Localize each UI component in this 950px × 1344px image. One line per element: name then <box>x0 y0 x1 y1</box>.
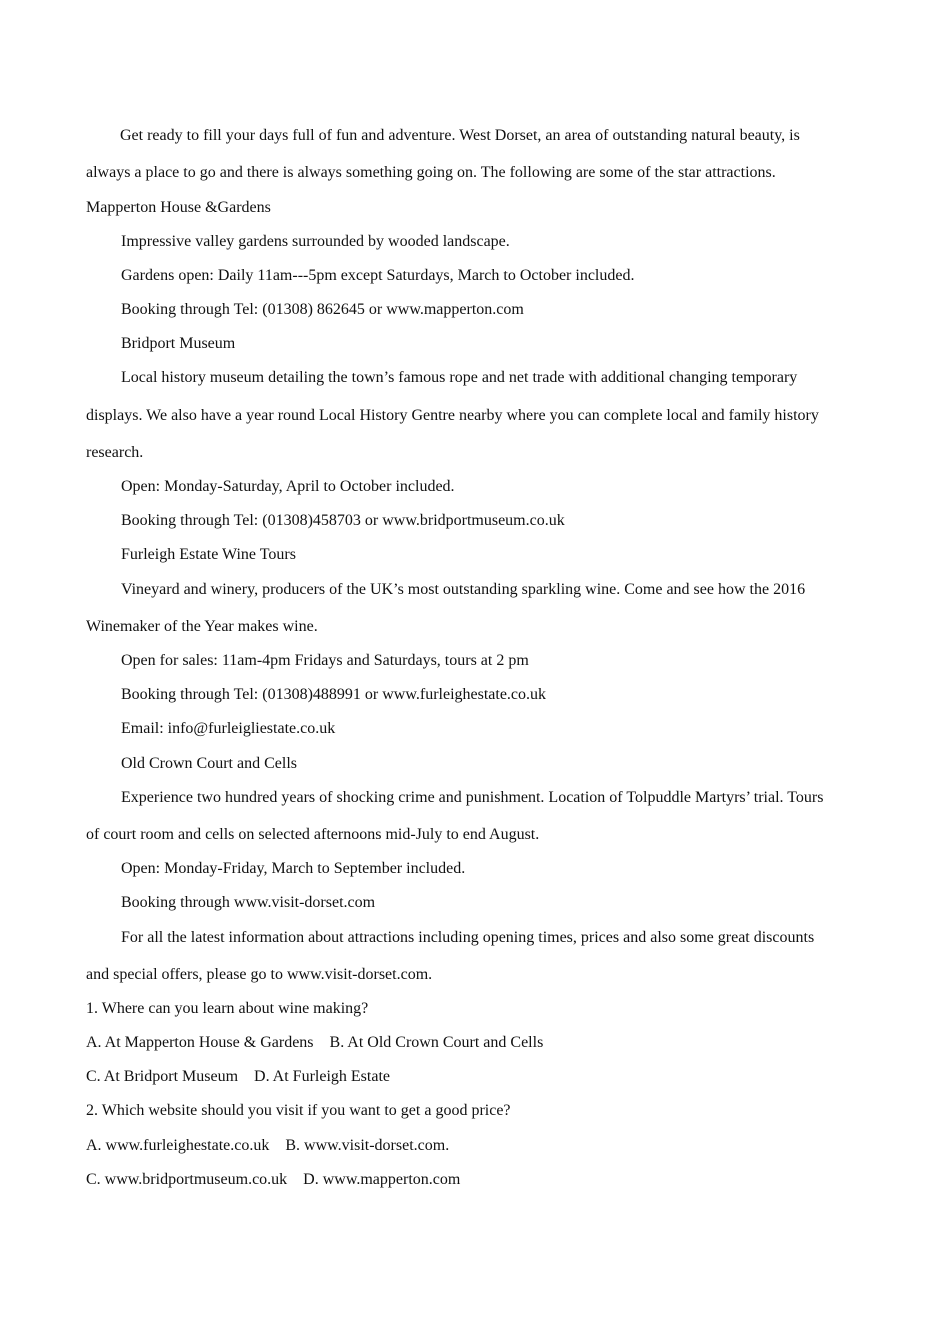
oldcrown-description-line-2: of court room and cells on selected afternoons mid-July to end August. <box>86 826 540 843</box>
bridport-description-line-1: Local history museum detailing the town’s famous rope and net trade with additional changing temporary <box>121 369 798 386</box>
mapperton-heading: Mapperton House &Gardens <box>86 199 271 216</box>
question-2-options-row-1: A. www.furleighestate.co.uk B. www.visit-dorset.com. <box>86 1137 450 1154</box>
bridport-booking: Booking through Tel: (01308)458703 or www.bridportmuseum.co.uk <box>121 512 565 529</box>
bridport-description-line-3: research. <box>86 444 144 461</box>
mapperton-booking: Booking through Tel: (01308) 862645 or www.mapperton.com <box>121 301 524 318</box>
bridport-description-line-2: displays. We also have a year round Local History Gentre nearby where you can complete local and family history <box>86 407 819 424</box>
oldcrown-heading: Old Crown Court and Cells <box>121 755 297 772</box>
furleigh-description-line-1: Vineyard and winery, producers of the UK’s most outstanding sparkling wine. Come and see how the 2016 <box>121 581 806 598</box>
footer-line-1: For all the latest information about attractions including opening times, prices and also some great discounts <box>121 929 815 946</box>
mapperton-opening-times: Gardens open: Daily 11am---5pm except Saturdays, March to October included. <box>121 267 635 284</box>
furleigh-email: Email: info@furleigliestate.co.uk <box>121 720 336 737</box>
question-1-options-row-2: C. At Bridport Museum D. At Furleigh Estate <box>86 1068 390 1085</box>
furleigh-booking: Booking through Tel: (01308)488991 or www.furleighestate.co.uk <box>121 686 547 703</box>
bridport-opening-times: Open: Monday-Saturday, April to October included. <box>121 478 455 495</box>
question-2-stem: 2. Which website should you visit if you want to get a good price? <box>86 1102 511 1119</box>
furleigh-heading: Furleigh Estate Wine Tours <box>121 546 296 563</box>
intro-line-2: always a place to go and there is always something going on. The following are some of the star attractions. <box>86 164 776 181</box>
question-2-options-row-2: C. www.bridportmuseum.co.uk D. www.mapperton.com <box>86 1171 461 1188</box>
oldcrown-opening-times: Open: Monday-Friday, March to September included. <box>121 860 466 877</box>
question-1-options-row-1: A. At Mapperton House & Gardens B. At Old Crown Court and Cells <box>86 1034 544 1051</box>
intro-line-1: Get ready to fill your days full of fun and adventure. West Dorset, an area of outstanding natural beauty, is <box>120 127 800 144</box>
oldcrown-booking: Booking through www.visit-dorset.com <box>121 894 376 911</box>
furleigh-description-line-2: Winemaker of the Year makes wine. <box>86 618 318 635</box>
oldcrown-description-line-1: Experience two hundred years of shocking crime and punishment. Location of Tolpuddle Martyrs’ trial. Tours <box>121 789 824 806</box>
bridport-heading: Bridport Museum <box>121 335 236 352</box>
footer-line-2: and special offers, please go to www.visit-dorset.com. <box>86 966 433 983</box>
mapperton-description: Impressive valley gardens surrounded by wooded landscape. <box>121 233 510 250</box>
furleigh-opening-times: Open for sales: 11am-4pm Fridays and Saturdays, tours at 2 pm <box>121 652 529 669</box>
question-1-stem: 1. Where can you learn about wine making? <box>86 1000 369 1017</box>
